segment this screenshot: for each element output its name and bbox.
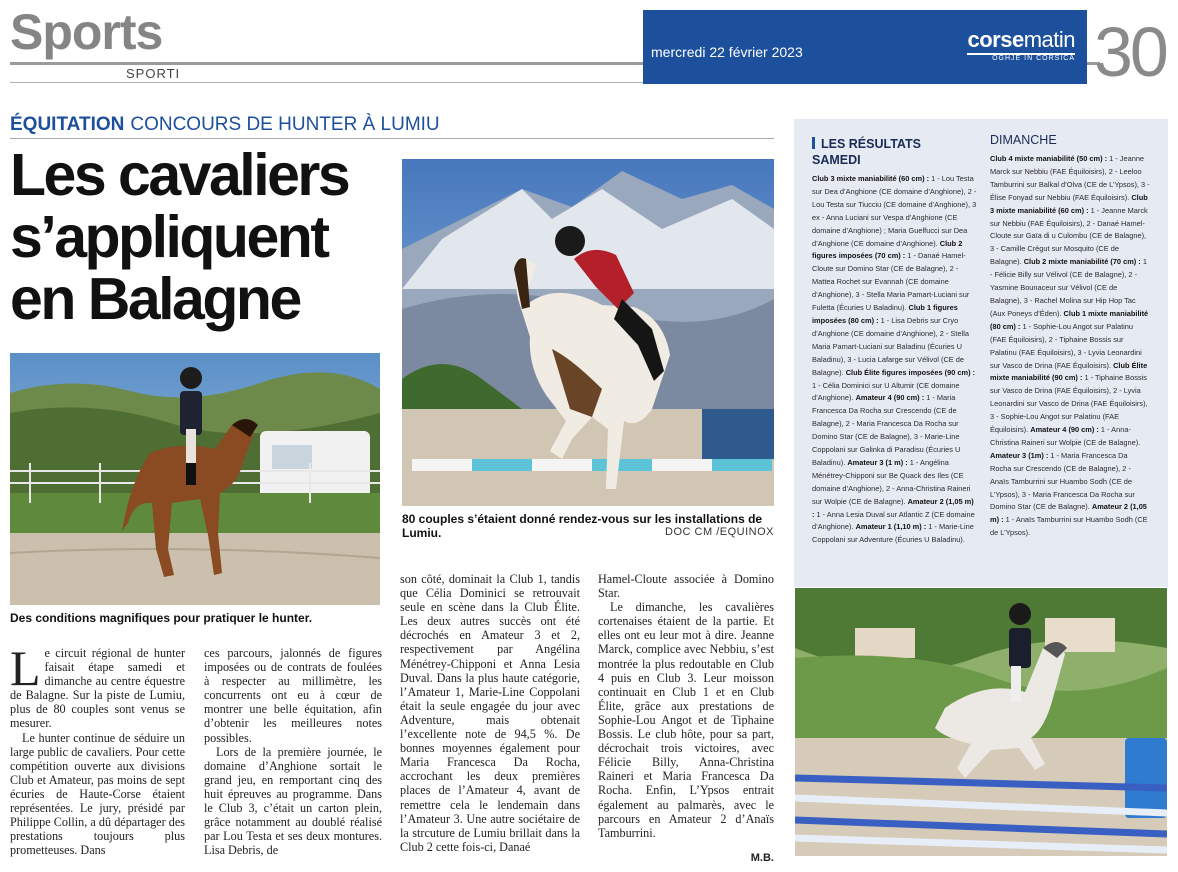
headline-line-3: en Balagne (10, 266, 300, 332)
result-text: 1 - Lou Testa sur Dea d’Anghione (CE domaine d’Anghione), 2 - Lou Testa sur Tiucciu (CE domaine d’Anghione), 3 ex - Anna Luciani sur Vespa d’Anghione (CE domaine d’Anghione) ; Maria Guelfucci sur Dea d’Anghione (CE domaine d’Anghione). (812, 174, 977, 248)
result-text: 1 - Anna-Christina Raineri sur Wolpie (CE de Balagne). (990, 425, 1141, 447)
photo-2-credit: DOC CM /EQUINOX (665, 526, 774, 538)
result-event: Club 3 mixte maniabilité (60 cm) : (990, 192, 1148, 215)
article-column-2 (204, 646, 382, 857)
result-text: 1 - Sophie-Lou Angot sur Palatinu (FAE Équiloisirs), 2 - Tiphaine Bossis sur Palatinu (FAE Équiloisirs), 3 - Lyvia Leonardini sur Vasco de Drina (FAE Équiloisirs). (990, 321, 1142, 370)
results-sunday-list (990, 153, 1150, 540)
result-event: Club Élite mixte maniabilité (90 cm) : (990, 360, 1148, 383)
kicker-subtitle: CONCOURS DE HUNTER À LUMIU (130, 114, 440, 135)
result-text: 1 - Tiphaine Bossis sur Vasco de Drina (FAE Équiloisirs), 2 - Lyvia Leonardini sur Vasco de Drina (FAE Équiloisirs), 3 - Sophie-Lou Angot sur Palatinu (FAE Équiloisirs). (990, 373, 1148, 435)
paragraph-4: Lors de la première journée, le domaine d’Anghione sortait le grand jeu, en remportant cinq des huit épreuves au programme. Dans le Club 3, c’était un carton plein, grâce notamment au doublé réalisé par Lou Testa et ses deux montures. Lisa Debris, de (204, 744, 382, 858)
issue-date: mercredi 22 février 2023 (651, 44, 803, 60)
result-text: 1 - Jeanne Marck sur Nebbiu (FAE Équiloisirs), 2 - Danaé Hamel-Cloute sur Gaïa di u Culombu (CE de Balagne), 3 - Camille Crégut sur Mosquito (CE de Balagne). (990, 205, 1148, 267)
article-column-3 (400, 572, 580, 854)
headline-line-1: Les cavaliers (10, 142, 349, 208)
result-text: 1 - Anaïs Tamburrini sur Huambo Sodh (CE de L’Ypsos). (990, 515, 1148, 538)
kicker-rule (10, 138, 774, 139)
paragraph-6: Hamel-Cloute associée à Domino Star. (598, 572, 774, 601)
result-event: Club 1 mixte maniabilité (80 cm) : (990, 308, 1149, 331)
results-saturday-label: SAMEDI (812, 153, 861, 167)
result-event: Amateur 4 (90 cm) : (1030, 425, 1099, 435)
kicker-topic: ÉQUITATION (10, 114, 125, 135)
headline-line-2: s’appliquent (10, 204, 328, 270)
photo-2-caption: 80 couples s’étaient donné rendez-vous sur les installations de Lumiu. (402, 512, 763, 540)
logo-word-a: corse (967, 27, 1024, 52)
result-text: 1 - Marie-Line Coppolani sur Adventure (Écuries U Baladinu). (812, 522, 974, 545)
result-event: Club 4 mixte maniabilité (50 cm) : (990, 154, 1108, 163)
photo-rider-bay-horse (10, 353, 380, 605)
article-kicker (10, 114, 440, 136)
section-subtitle: SPORTI (126, 66, 181, 81)
result-text: 1 - Jeanne Marck sur Nebbiu (FAE Équiloisirs), 2 - Leeloo Tamburrini sur Balkal d’Olva (CE de L’Ypsos), 3 - Élise Fonyad sur Nebbiu (FAE Équiloisirs). (990, 154, 1150, 202)
result-text: 1 - Félicie Billy sur Vélivol (CE de Balagne), 2 - Yasmine Bounaceur sur Vélivol (CE de Balagne), 3 - Rachel Molina sur Hip Hop Tac (Aux Poneys d’Éden). (990, 257, 1147, 318)
result-text: 1 - Danaé Hamel-Cloute sur Domino Star (CE de Balagne), 2 - Mattea Rochet sur Evannah (CE domaine d’Anghione), 3 - Stella Maria Pamart-Luciani sur Fuletta (Écuries U Baladinu). (812, 251, 970, 313)
result-event: Amateur 3 (1m) : (990, 450, 1049, 460)
results-box (794, 119, 1168, 587)
paragraph-5: son côté, dominait la Club 1, tandis que Célia Dominici se retrouvait seule en scène dans la Club Élite. Les deux autres succès ont été décrochés en Amateur 3 et 2, respectivement par Angélina Ménétrey-Chipponi et Anna Lesia Duval. Dans la plus haute catégorie, l’Amateur 1, Marie-Line Coppolani était la seule engagée du jour avec Adventure, mais obtenait l’excellente note de 94,5 %. De bonnes moyennes également pour Maria Francesca Da Rocha, accrochant les deux premières places de l’Amateur 4, avant de remettre cela le lendemain dans l’Amateur 3. Une autre sociétaire de la strcuture de Lumiu brillait dans la Club 2 cette fois-ci, Danaé (400, 572, 580, 854)
results-saturday-list (812, 173, 978, 547)
result-event: Club 1 figures imposées (80 cm) : (812, 303, 958, 325)
corse-matin-logo (967, 28, 1075, 62)
result-event: Club Élite figures imposées (90 cm) : (845, 367, 976, 377)
result-text: 1 - Angélina Ménétrey-Chipponi sur Be Quack des Iles (CE domaine d’Anghione), 2 - Anna-Christina Raineri sur Wolpie (CE de Balagne). (812, 457, 971, 506)
result-event: Club 2 mixte maniabilité (70 cm) : (1023, 257, 1141, 267)
masthead-box (643, 10, 1087, 84)
result-text: 1 - Anna Lesia Duval sur Atlantic Z (CE domaine d’Anghione). (812, 509, 975, 532)
result-event: Amateur 1 (1,10 m) : (855, 522, 927, 532)
header-rule-thin (10, 82, 650, 83)
result-text: 1 - Célia Dominici sur U Altumir (CE domaine d’Anghione). (812, 380, 960, 403)
result-event: Amateur 3 (1 m) : (847, 457, 908, 467)
paragraph-7: Le dimanche, les cavalières cortenaises étaient de la partie. Et elles ont eu leur mot à dire. Jeanne Marck, complice avec Nebbiu, s’est montrée la plus redoutable en Club 4 puis en Club 3. Leur moisson continuait en Club 1 et en Club Élite, grâce aux prestations de Sophie-Lou Angot et de Tiphaine Bossis. Le club hôte, pour sa part, décrochait trois victoires, avec Félicie Billy, Anna-Christina Raineri et Maria Francesca Da Rocha. Enfin, L’Ypsos entrait également au palmarès, avec le parcours en Amateur 2 d’Anaïs Tamburrini. (598, 600, 774, 840)
paragraph-3: ces parcours, jalonnés de figures imposées ou de contrats de foulées à respecter au millimètre, les concurrents ont eu à cœur de montrer une belle équitation, afin d’obtenir les meilleures notes possibles. (204, 646, 382, 745)
section-title: Sports (10, 4, 163, 60)
photo-jump-mountain (402, 159, 774, 506)
result-event: Amateur 2 (1,05 m) : (990, 502, 1147, 525)
photo-1-caption: Des conditions magnifiques pour pratiquer le hunter. (10, 611, 313, 625)
result-text: 1 - Maria Francesca Da Rocha sur Crescendo (CE de Balagne), 2 - Anaïs Tamburrini sur Huambo Sodh (CE de L’Ypsos), 3 - Maria Francesca Da Rocha sur Domino Star (CE de Balagne). (990, 450, 1135, 512)
results-title: LES RÉSULTATS (812, 137, 921, 152)
result-text: 1 - Lisa Debris sur Cryo d’Anghione (CE domaine d’Anghione), 2 - Stella Maria Pamart-Luciani sur Baladinu (Écuries U Baladinu), 3 - Lucia Lafarge sur Vélivol (CE de Balagne). (812, 315, 969, 377)
paragraph-2: Le hunter continue de séduire un large public de cavaliers. Pour cette compétition ouverte aux divisions Club et Amateur, pas moins de sept écuries de Haute-Corse étaient représentées. Le jury, présidé par Philippe Collin, a dû départager des prestations toujours plus prometteuses. Dans (10, 730, 185, 858)
article-column-1 (10, 640, 185, 858)
article-column-4 (598, 572, 774, 840)
paragraph-1: e circuit régional de hunter faisait étape samedi et dimanche au centre équestre de Balagne. Sur la piste de Lumiu, plus de 80 couples sont venus se mesurer. (10, 646, 185, 731)
logo-word-b: matin (1023, 27, 1075, 52)
result-event: Club 2 figures imposées (70 cm) : (812, 238, 963, 261)
result-event: Club 3 mixte maniabilité (60 cm) : (812, 174, 930, 183)
result-event: Amateur 2 (1,05 m) : (812, 496, 974, 519)
headline (10, 144, 390, 330)
author-signature: M.B. (750, 852, 774, 864)
page-number: 30 (1094, 13, 1166, 91)
logo-tagline: OGHJE IN CORSICA (992, 55, 1075, 62)
result-text: 1 - Maria Francesca Da Rocha sur Crescendo (CE de Balagne), 2 - Maria Francesca Da Rocha sur Domino Star (CE de Balagne), 3 - Marie-Line Coppolani sur Galinka di Paradisu (Écuries U Baladinu). (812, 393, 961, 467)
result-event: Amateur 4 (90 cm) : (855, 393, 925, 403)
drop-cap: L (10, 640, 41, 696)
results-sunday-label: DIMANCHE (990, 133, 1057, 147)
photo-grey-horse-jump (795, 588, 1167, 856)
